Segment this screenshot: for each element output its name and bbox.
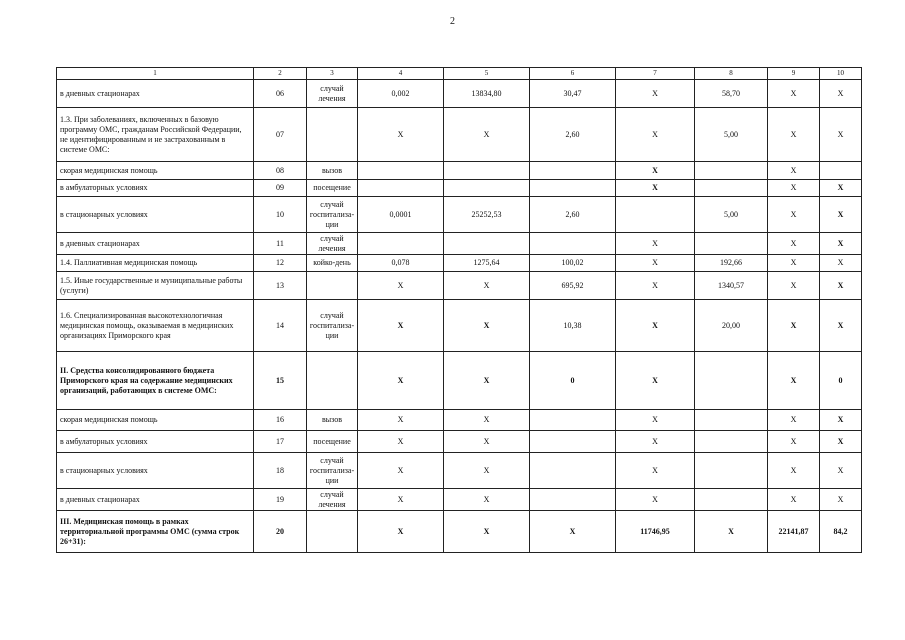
table-row — [57, 272, 862, 300]
row-name: в амбулаторных условиях — [57, 180, 254, 197]
row-code: 19 — [254, 489, 307, 511]
table-row — [57, 108, 862, 162]
header-cell: 7 — [616, 68, 695, 80]
cell-col9: X — [768, 197, 820, 233]
row-unit: случай госпитализа-ции — [307, 453, 358, 489]
cell-col9: X — [768, 300, 820, 352]
row-code: 12 — [254, 255, 307, 272]
cell-col8: 58,70 — [695, 80, 768, 108]
cell-col4 — [358, 162, 444, 180]
row-code: 16 — [254, 410, 307, 431]
page-number: 2 — [450, 16, 455, 27]
cell-col6 — [530, 410, 616, 431]
cell-col4: X — [358, 272, 444, 300]
cell-col9: X — [768, 108, 820, 162]
cell-col5: X — [444, 453, 530, 489]
column-number-row — [57, 68, 862, 80]
cell-col9: X — [768, 233, 820, 255]
table-row — [57, 80, 862, 108]
row-name: 1.5. Иные государственные и муниципальные работы (услуги) — [57, 272, 254, 300]
row-unit — [307, 272, 358, 300]
row-name: 1.6. Специализированная высокотехнологичная медицинская помощь, оказываемая в медицинских организациях Приморского края — [57, 300, 254, 352]
header-cell: 2 — [254, 68, 307, 80]
cell-col7: X — [616, 255, 695, 272]
row-unit: случай лечения — [307, 489, 358, 511]
cell-col7: X — [616, 489, 695, 511]
row-name: в стационарных условиях — [57, 453, 254, 489]
cell-col7: X — [616, 162, 695, 180]
cell-col5: X — [444, 511, 530, 553]
cell-col6: 2,60 — [530, 197, 616, 233]
cell-col4: X — [358, 431, 444, 453]
cell-col7: X — [616, 431, 695, 453]
cell-col8 — [695, 180, 768, 197]
cell-col10: X — [820, 300, 862, 352]
cell-col7: 11746,95 — [616, 511, 695, 553]
row-code: 07 — [254, 108, 307, 162]
cell-col9: X — [768, 352, 820, 410]
cell-col6: 695,92 — [530, 272, 616, 300]
cell-col7: X — [616, 80, 695, 108]
row-name: скорая медицинская помощь — [57, 410, 254, 431]
row-unit — [307, 108, 358, 162]
cell-col8 — [695, 410, 768, 431]
cell-col4: X — [358, 108, 444, 162]
cell-col8 — [695, 233, 768, 255]
cell-col7 — [616, 197, 695, 233]
table-row — [57, 453, 862, 489]
cell-col4: X — [358, 410, 444, 431]
row-name: в дневных стационарах — [57, 80, 254, 108]
cell-col10: X — [820, 180, 862, 197]
row-code: 14 — [254, 300, 307, 352]
cell-col6: 10,38 — [530, 300, 616, 352]
cell-col10: X — [820, 80, 862, 108]
row-code: 20 — [254, 511, 307, 553]
row-unit: койко-день — [307, 255, 358, 272]
table-row — [57, 511, 862, 553]
header-cell: 3 — [307, 68, 358, 80]
cell-col8 — [695, 489, 768, 511]
table-row — [57, 255, 862, 272]
table-row — [57, 233, 862, 255]
cell-col9: 22141,87 — [768, 511, 820, 553]
cell-col8: 20,00 — [695, 300, 768, 352]
cell-col10: X — [820, 410, 862, 431]
row-code: 18 — [254, 453, 307, 489]
row-unit: вызов — [307, 410, 358, 431]
row-unit — [307, 352, 358, 410]
data-table — [56, 67, 862, 553]
cell-col7: X — [616, 300, 695, 352]
cell-col8 — [695, 352, 768, 410]
cell-col5: X — [444, 489, 530, 511]
row-unit: случай лечения — [307, 80, 358, 108]
table-row — [57, 300, 862, 352]
cell-col8 — [695, 431, 768, 453]
row-name: 1.3. При заболеваниях, включенных в базовую программу ОМС, гражданам Российской Федерации, не идентифицированным и не застрахованным в системе ОМС: — [57, 108, 254, 162]
cell-col8: X — [695, 511, 768, 553]
cell-col6 — [530, 489, 616, 511]
cell-col10: X — [820, 255, 862, 272]
row-name: II. Средства консолидированного бюджета Приморского края на содержание медицинских организаций, работающих в системе ОМС: — [57, 352, 254, 410]
row-unit: вызов — [307, 162, 358, 180]
cell-col7: X — [616, 108, 695, 162]
cell-col6 — [530, 431, 616, 453]
cell-col8 — [695, 453, 768, 489]
header-cell: 10 — [820, 68, 862, 80]
row-code: 06 — [254, 80, 307, 108]
cell-col7: X — [616, 180, 695, 197]
cell-col9: X — [768, 80, 820, 108]
cell-col5: X — [444, 272, 530, 300]
table-row — [57, 180, 862, 197]
row-unit: посещение — [307, 180, 358, 197]
cell-col5: X — [444, 431, 530, 453]
cell-col8: 1340,57 — [695, 272, 768, 300]
cell-col5: X — [444, 108, 530, 162]
row-name: в стационарных условиях — [57, 197, 254, 233]
cell-col6: 30,47 — [530, 80, 616, 108]
cell-col9: X — [768, 431, 820, 453]
header-cell: 4 — [358, 68, 444, 80]
cell-col10: X — [820, 431, 862, 453]
cell-col6 — [530, 180, 616, 197]
cell-col4: 0,002 — [358, 80, 444, 108]
cell-col4 — [358, 180, 444, 197]
cell-col5 — [444, 233, 530, 255]
row-code: 13 — [254, 272, 307, 300]
cell-col7: X — [616, 453, 695, 489]
cell-col8 — [695, 162, 768, 180]
cell-col8: 192,66 — [695, 255, 768, 272]
cell-col10: X — [820, 197, 862, 233]
row-unit — [307, 511, 358, 553]
header-cell: 6 — [530, 68, 616, 80]
table-row — [57, 410, 862, 431]
cell-col5: 13834,80 — [444, 80, 530, 108]
cell-col4: 0,078 — [358, 255, 444, 272]
cell-col4: X — [358, 489, 444, 511]
cell-col8: 5,00 — [695, 108, 768, 162]
cell-col4: X — [358, 453, 444, 489]
row-unit: посещение — [307, 431, 358, 453]
cell-col4: 0,0001 — [358, 197, 444, 233]
row-name: в амбулаторных условиях — [57, 431, 254, 453]
cell-col5: 25252,53 — [444, 197, 530, 233]
row-unit: случай госпитализа-ции — [307, 300, 358, 352]
cell-col9: X — [768, 453, 820, 489]
header-cell: 9 — [768, 68, 820, 80]
row-name: 1.4. Паллиативная медицинская помощь — [57, 255, 254, 272]
row-unit: случай госпитализа-ции — [307, 197, 358, 233]
cell-col10: X — [820, 108, 862, 162]
cell-col7: X — [616, 233, 695, 255]
row-code: 09 — [254, 180, 307, 197]
cell-col5 — [444, 162, 530, 180]
cell-col8: 5,00 — [695, 197, 768, 233]
header-cell: 8 — [695, 68, 768, 80]
cell-col6 — [530, 162, 616, 180]
cell-col6 — [530, 453, 616, 489]
cell-col10: 84,2 — [820, 511, 862, 553]
row-name: в дневных стационарах — [57, 489, 254, 511]
cell-col9: X — [768, 162, 820, 180]
cell-col7: X — [616, 410, 695, 431]
table-row — [57, 489, 862, 511]
cell-col4 — [358, 233, 444, 255]
cell-col4: X — [358, 352, 444, 410]
row-code: 08 — [254, 162, 307, 180]
cell-col6: 100,02 — [530, 255, 616, 272]
cell-col9: X — [768, 489, 820, 511]
cell-col5 — [444, 180, 530, 197]
cell-col9: X — [768, 410, 820, 431]
table-row — [57, 431, 862, 453]
cell-col10: X — [820, 272, 862, 300]
cell-col6 — [530, 233, 616, 255]
cell-col6: 0 — [530, 352, 616, 410]
table-row — [57, 197, 862, 233]
cell-col4: X — [358, 300, 444, 352]
cell-col5: X — [444, 410, 530, 431]
header-cell: 5 — [444, 68, 530, 80]
cell-col10: X — [820, 453, 862, 489]
row-code: 10 — [254, 197, 307, 233]
cell-col10: X — [820, 489, 862, 511]
cell-col4: X — [358, 511, 444, 553]
cell-col7: X — [616, 272, 695, 300]
table-row — [57, 352, 862, 410]
cell-col9: X — [768, 180, 820, 197]
cell-col10: 0 — [820, 352, 862, 410]
row-name: скорая медицинская помощь — [57, 162, 254, 180]
cell-col9: X — [768, 255, 820, 272]
table-row — [57, 162, 862, 180]
cell-col5: X — [444, 300, 530, 352]
cell-col7: X — [616, 352, 695, 410]
cell-col5: 1275,64 — [444, 255, 530, 272]
row-unit: случай лечения — [307, 233, 358, 255]
row-name: в дневных стационарах — [57, 233, 254, 255]
cell-col6: 2,60 — [530, 108, 616, 162]
row-code: 11 — [254, 233, 307, 255]
cell-col9: X — [768, 272, 820, 300]
cell-col10 — [820, 162, 862, 180]
cell-col5: X — [444, 352, 530, 410]
cell-col10: X — [820, 233, 862, 255]
row-code: 15 — [254, 352, 307, 410]
row-code: 17 — [254, 431, 307, 453]
row-name: III. Медицинская помощь в рамках территориальной программы ОМС (сумма строк 26+31): — [57, 511, 254, 553]
cell-col6: X — [530, 511, 616, 553]
header-cell: 1 — [57, 68, 254, 80]
